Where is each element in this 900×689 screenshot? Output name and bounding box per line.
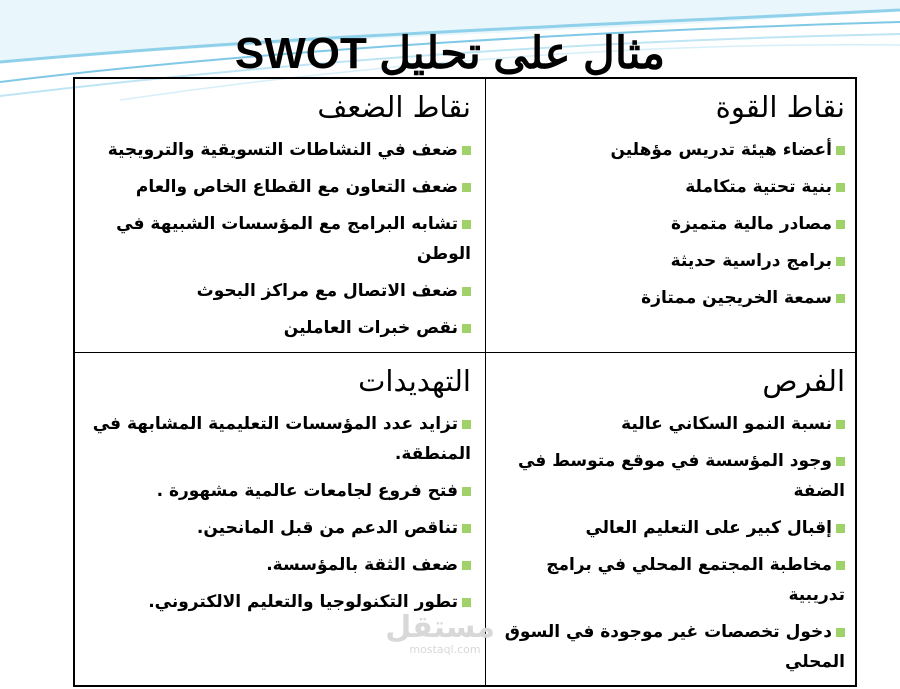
list-item: تناقص الدعم من قبل المانحين.: [83, 513, 471, 543]
bullet-square-icon: [836, 628, 845, 637]
threats-cell: [75, 353, 485, 689]
list-item: فتح فروع لجامعات عالمية مشهورة .: [83, 476, 471, 506]
strengths-cell: [485, 79, 859, 352]
list-item: ضعف التعاون مع القطاع الخاص والعام: [83, 172, 471, 202]
opportunities-heading: الفرص: [762, 364, 845, 398]
strengths-list: [493, 135, 845, 313]
weaknesses-cell: [75, 79, 485, 352]
swot-grid: [73, 77, 857, 687]
threats-heading: التهديدات: [358, 364, 471, 398]
bullet-square-icon: [836, 257, 845, 266]
bullet-square-icon: [462, 561, 471, 570]
bullet-square-icon: [462, 420, 471, 429]
bullet-square-icon: [462, 324, 471, 333]
list-item: أعضاء هيئة تدريس مؤهلين: [493, 135, 845, 165]
bullet-square-icon: [462, 220, 471, 229]
bullet-square-icon: [462, 183, 471, 192]
list-item: بنية تحتية متكاملة: [493, 172, 845, 202]
bullet-square-icon: [836, 524, 845, 533]
bullet-square-icon: [836, 457, 845, 466]
list-item: ضعف الاتصال مع مراكز البحوث: [83, 276, 471, 306]
list-item: تطور التكنولوجيا والتعليم الالكتروني.: [83, 587, 471, 617]
list-item: تشابه البرامج مع المؤسسات الشبيهة في الوطن: [116, 214, 471, 264]
list-item: إقبال كبير على التعليم العالي: [493, 513, 845, 543]
list-item: برامج دراسية حديثة: [493, 246, 845, 276]
bullet-square-icon: [836, 146, 845, 155]
bullet-square-icon: [836, 561, 845, 570]
opportunities-list: [493, 409, 845, 677]
threats-list: [83, 409, 471, 617]
watermark-arabic: مستقل: [385, 610, 495, 645]
list-item: وجود المؤسسة في موقع متوسط في الضفة: [517, 451, 845, 501]
list-item: نسبة النمو السكاني عالية: [493, 409, 845, 439]
weaknesses-list: [83, 135, 471, 343]
list-item: تزايد عدد المؤسسات التعليمية المشابهة في المنطقة.: [92, 414, 471, 464]
bullet-square-icon: [462, 146, 471, 155]
opportunities-cell: [485, 353, 859, 689]
bullet-square-icon: [836, 220, 845, 229]
strengths-heading: نقاط القوة: [715, 90, 845, 124]
list-item: مخاطبة المجتمع المحلي في برامج تدريبية: [546, 555, 845, 605]
bullet-square-icon: [836, 294, 845, 303]
bullet-square-icon: [462, 598, 471, 607]
list-item: ضعف الثقة بالمؤسسة.: [83, 550, 471, 580]
watermark-latin: mostaql.com: [409, 643, 481, 656]
bullet-square-icon: [462, 287, 471, 296]
weaknesses-heading: نقاط الضعف: [317, 90, 471, 124]
list-item: سمعة الخريجين ممتازة: [493, 283, 845, 313]
slide-title: مثال على تحليل SWOT: [234, 29, 666, 78]
bullet-square-icon: [836, 183, 845, 192]
list-item: دخول تخصصات غير موجودة في السوق المحلي: [504, 622, 845, 672]
list-item: نقص خبرات العاملين: [83, 313, 471, 343]
bullet-square-icon: [462, 524, 471, 533]
bullet-square-icon: [836, 420, 845, 429]
list-item: ضعف في النشاطات التسويقية والترويجية: [83, 135, 471, 165]
bullet-square-icon: [462, 487, 471, 496]
list-item: مصادر مالية متميزة: [493, 209, 845, 239]
